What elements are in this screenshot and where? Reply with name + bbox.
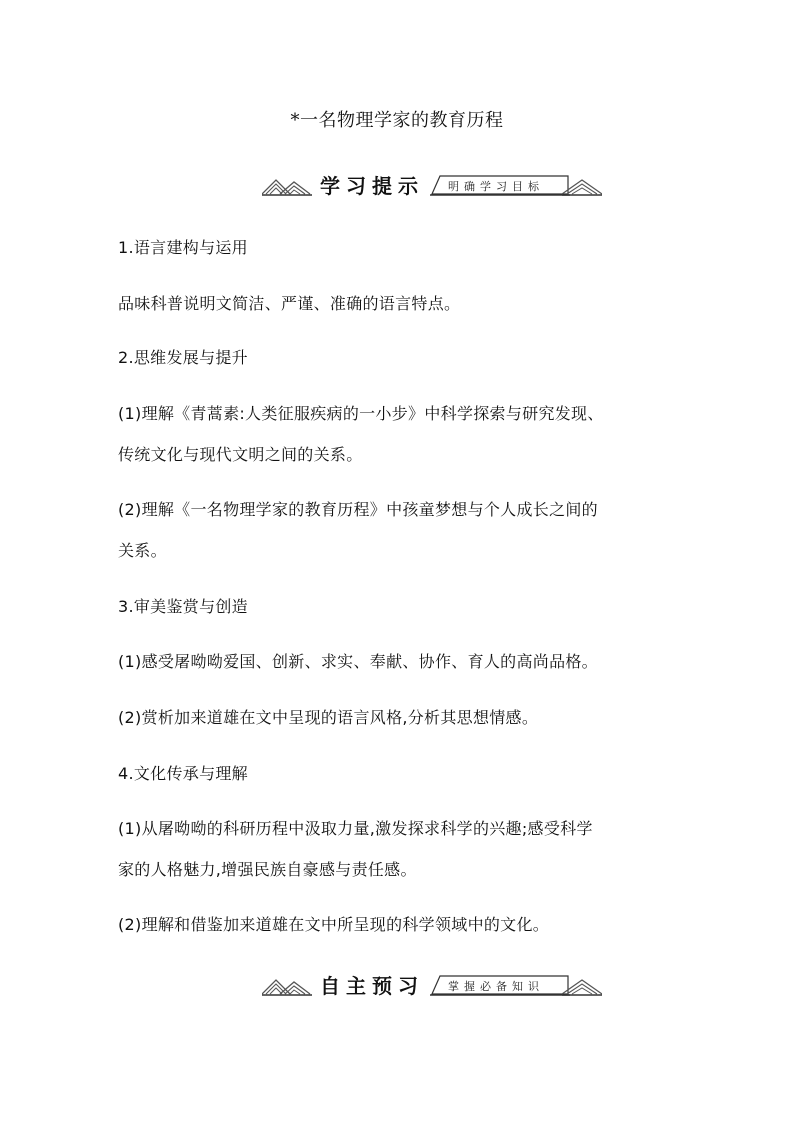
- text-line: 关系。: [118, 541, 167, 560]
- text-line: (2)赏析加来道雄在文中呈现的语言风格,分析其思想情感。: [118, 708, 539, 727]
- text-line: (2)理解《一名物理学家的教育历程》中孩童梦想与个人成长之间的: [118, 500, 598, 519]
- text-line: 品味科普说明文简洁、严谨、准确的语言特点。: [118, 294, 461, 313]
- section-banner-study-tips: [262, 170, 602, 198]
- page-title: *一名物理学家的教育历程: [290, 110, 504, 131]
- heading-4: 4.文化传承与理解: [118, 764, 248, 783]
- text-line: 传统文化与现代文明之间的关系。: [118, 445, 363, 464]
- mountain-left-icon: [262, 974, 312, 996]
- mountain-left-icon: [262, 174, 312, 196]
- banner-main-label: 学习提示: [320, 174, 424, 198]
- banner-sub-label: 明确学习目标: [448, 180, 544, 193]
- text-line: (1)从屠呦呦的科研历程中汲取力量,激发探求科学的兴趣;感受科学: [118, 819, 593, 838]
- heading-3: 3.审美鉴赏与创造: [118, 597, 248, 616]
- text-line: (1)理解《青蒿素:人类征服疾病的一小步》中科学探索与研究发现、: [118, 404, 604, 423]
- heading-2: 2.思维发展与提升: [118, 348, 248, 367]
- text-line: 家的人格魅力,增强民族自豪感与责任感。: [118, 860, 417, 879]
- text-line: (1)感受屠呦呦爱国、创新、求实、奉献、协作、育人的高尚品格。: [118, 652, 598, 671]
- section-banner-preview: [262, 970, 602, 998]
- heading-1: 1.语言建构与运用: [118, 238, 248, 257]
- mountain-right-icon: [562, 974, 602, 996]
- banner-main-label: 自主预习: [320, 974, 424, 998]
- text-line: (2)理解和借鉴加来道雄在文中所呈现的科学领域中的文化。: [118, 915, 550, 934]
- mountain-right-icon: [562, 174, 602, 196]
- banner-sub-label: 掌握必备知识: [448, 980, 544, 993]
